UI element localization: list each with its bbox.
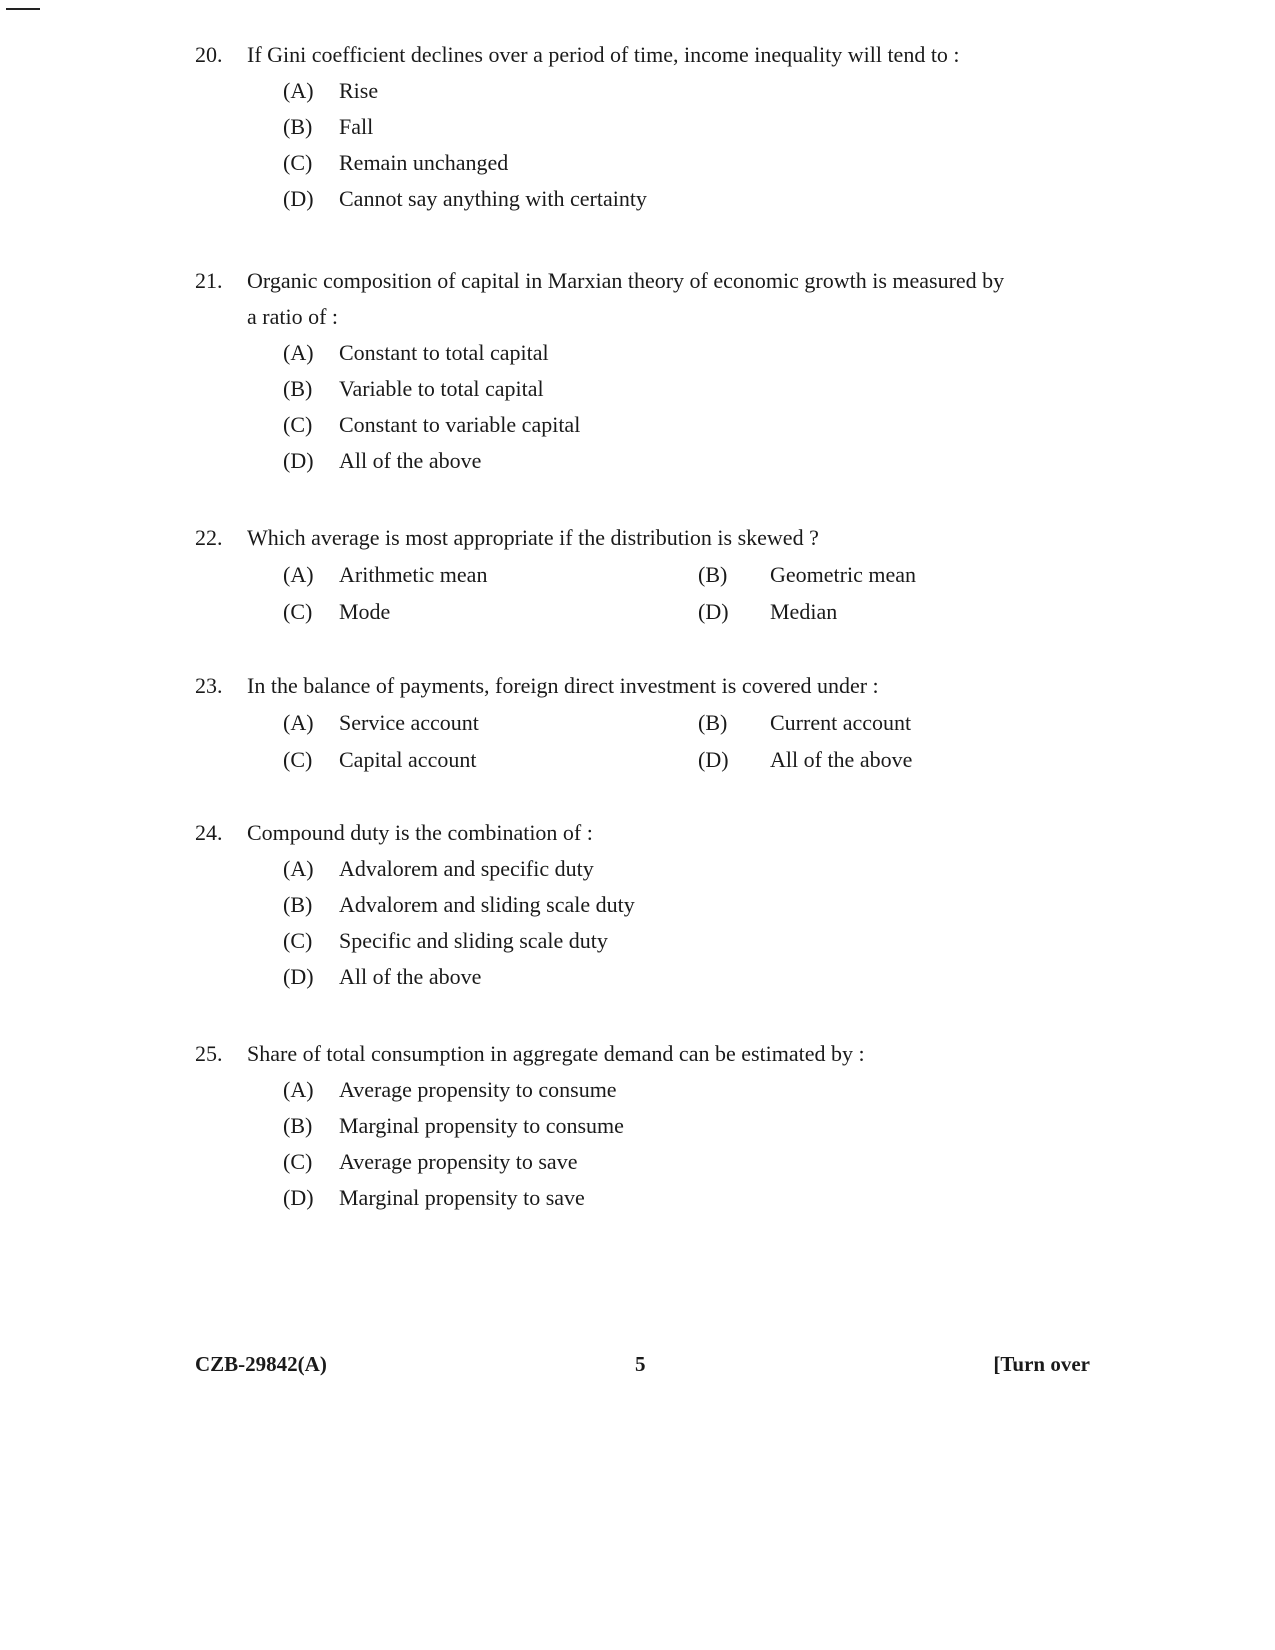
option-label: (C) xyxy=(283,599,313,624)
question-number: 21. xyxy=(195,268,223,293)
option-d xyxy=(283,181,1075,217)
option-text: Fall xyxy=(339,114,374,139)
option-text: Current account xyxy=(770,710,912,735)
question-number: 23. xyxy=(195,673,223,698)
option-label: (D) xyxy=(698,747,729,772)
question-text: Share of total consumption in aggregate demand can be estimated by : xyxy=(247,1041,865,1066)
question-text: In the balance of payments, foreign direct investment is covered under : xyxy=(247,673,879,698)
option-b xyxy=(283,1108,1075,1144)
option-text: Remain unchanged xyxy=(339,150,509,175)
option-text: Arithmetic mean xyxy=(339,562,488,587)
question-text: Which average is most appropriate if the distribution is skewed ? xyxy=(247,525,819,550)
question-22 xyxy=(195,520,1075,630)
option-text: All of the above xyxy=(339,448,482,473)
option-label: (C) xyxy=(283,1149,313,1174)
option-b xyxy=(283,371,1075,407)
option-text: Rise xyxy=(339,78,379,103)
option-label: (A) xyxy=(283,1077,314,1102)
option-text: All of the above xyxy=(770,747,913,772)
option-d xyxy=(283,443,1075,479)
page-footer xyxy=(195,1352,1090,1382)
option-label: (D) xyxy=(283,186,314,211)
option-text: Median xyxy=(770,599,838,624)
option-text: Advalorem and sliding scale duty xyxy=(339,892,635,917)
option-c xyxy=(283,407,1075,443)
option-b xyxy=(283,109,1075,145)
option-text: Service account xyxy=(339,710,479,735)
option-a xyxy=(283,1072,1075,1108)
option-text: Capital account xyxy=(339,747,477,772)
question-21 xyxy=(195,263,1075,479)
question-25 xyxy=(195,1036,1075,1216)
option-list xyxy=(283,851,1075,995)
corner-mark xyxy=(6,8,40,10)
option-label: (B) xyxy=(283,114,313,139)
option-c xyxy=(283,145,1075,181)
option-label: (C) xyxy=(283,747,313,772)
question-text: Organic composition of capital in Marxian theory of economic growth is measured by a ratio of : xyxy=(247,268,1005,329)
option-label: (B) xyxy=(698,710,728,735)
option-a xyxy=(283,73,1075,109)
question-text: Compound duty is the combination of : xyxy=(247,820,593,845)
option-c xyxy=(283,923,1075,959)
option-b xyxy=(698,704,958,741)
option-list xyxy=(283,335,1075,479)
option-label: (C) xyxy=(283,412,313,437)
option-a xyxy=(283,704,698,741)
option-grid xyxy=(283,556,1075,630)
question-number: 25. xyxy=(195,1041,223,1066)
option-list xyxy=(283,73,1075,217)
option-label: (A) xyxy=(283,78,314,103)
option-label: (B) xyxy=(283,376,313,401)
question-20 xyxy=(195,37,1075,217)
option-b xyxy=(698,556,958,593)
option-b xyxy=(283,887,1075,923)
option-label: (B) xyxy=(698,562,728,587)
question-number: 22. xyxy=(195,525,223,550)
option-label: (A) xyxy=(283,340,314,365)
option-text: Specific and sliding scale duty xyxy=(339,928,608,953)
question-24 xyxy=(195,815,1075,995)
option-d xyxy=(283,959,1075,995)
option-text: Constant to total capital xyxy=(339,340,549,365)
option-text: Mode xyxy=(339,599,391,624)
option-text: Cannot say anything with certainty xyxy=(339,186,647,211)
option-text: Average propensity to save xyxy=(339,1149,578,1174)
option-d xyxy=(698,593,958,630)
option-text: All of the above xyxy=(339,964,482,989)
option-label: (D) xyxy=(283,1185,314,1210)
option-grid xyxy=(283,704,1075,778)
option-label: (C) xyxy=(283,150,313,175)
option-text: Average propensity to consume xyxy=(339,1077,617,1102)
option-label: (D) xyxy=(283,448,314,473)
option-c xyxy=(283,593,698,630)
question-text: If Gini coefficient declines over a period of time, income inequality will tend to : xyxy=(247,42,960,67)
option-text: Marginal propensity to consume xyxy=(339,1113,624,1138)
option-text: Advalorem and specific duty xyxy=(339,856,594,881)
option-label: (B) xyxy=(283,1113,313,1138)
option-d xyxy=(283,1180,1075,1216)
option-label: (A) xyxy=(283,710,314,735)
option-label: (D) xyxy=(698,599,729,624)
option-list xyxy=(283,1072,1075,1216)
paper-code: CZB-29842(A) xyxy=(195,1352,327,1376)
option-d xyxy=(698,741,958,778)
page-number: 5 xyxy=(635,1352,646,1376)
option-text: Marginal propensity to save xyxy=(339,1185,585,1210)
option-a xyxy=(283,851,1075,887)
option-label: (B) xyxy=(283,892,313,917)
option-text: Variable to total capital xyxy=(339,376,544,401)
option-label: (C) xyxy=(283,928,313,953)
option-label: (A) xyxy=(283,856,314,881)
option-c xyxy=(283,1144,1075,1180)
question-number: 24. xyxy=(195,820,223,845)
option-a xyxy=(283,556,698,593)
question-23 xyxy=(195,668,1075,778)
option-a xyxy=(283,335,1075,371)
option-c xyxy=(283,741,698,778)
question-number: 20. xyxy=(195,42,223,67)
option-text: Geometric mean xyxy=(770,562,916,587)
option-text: Constant to variable capital xyxy=(339,412,581,437)
turn-over-note: [Turn over xyxy=(993,1352,1090,1376)
option-label: (D) xyxy=(283,964,314,989)
option-label: (A) xyxy=(283,562,314,587)
